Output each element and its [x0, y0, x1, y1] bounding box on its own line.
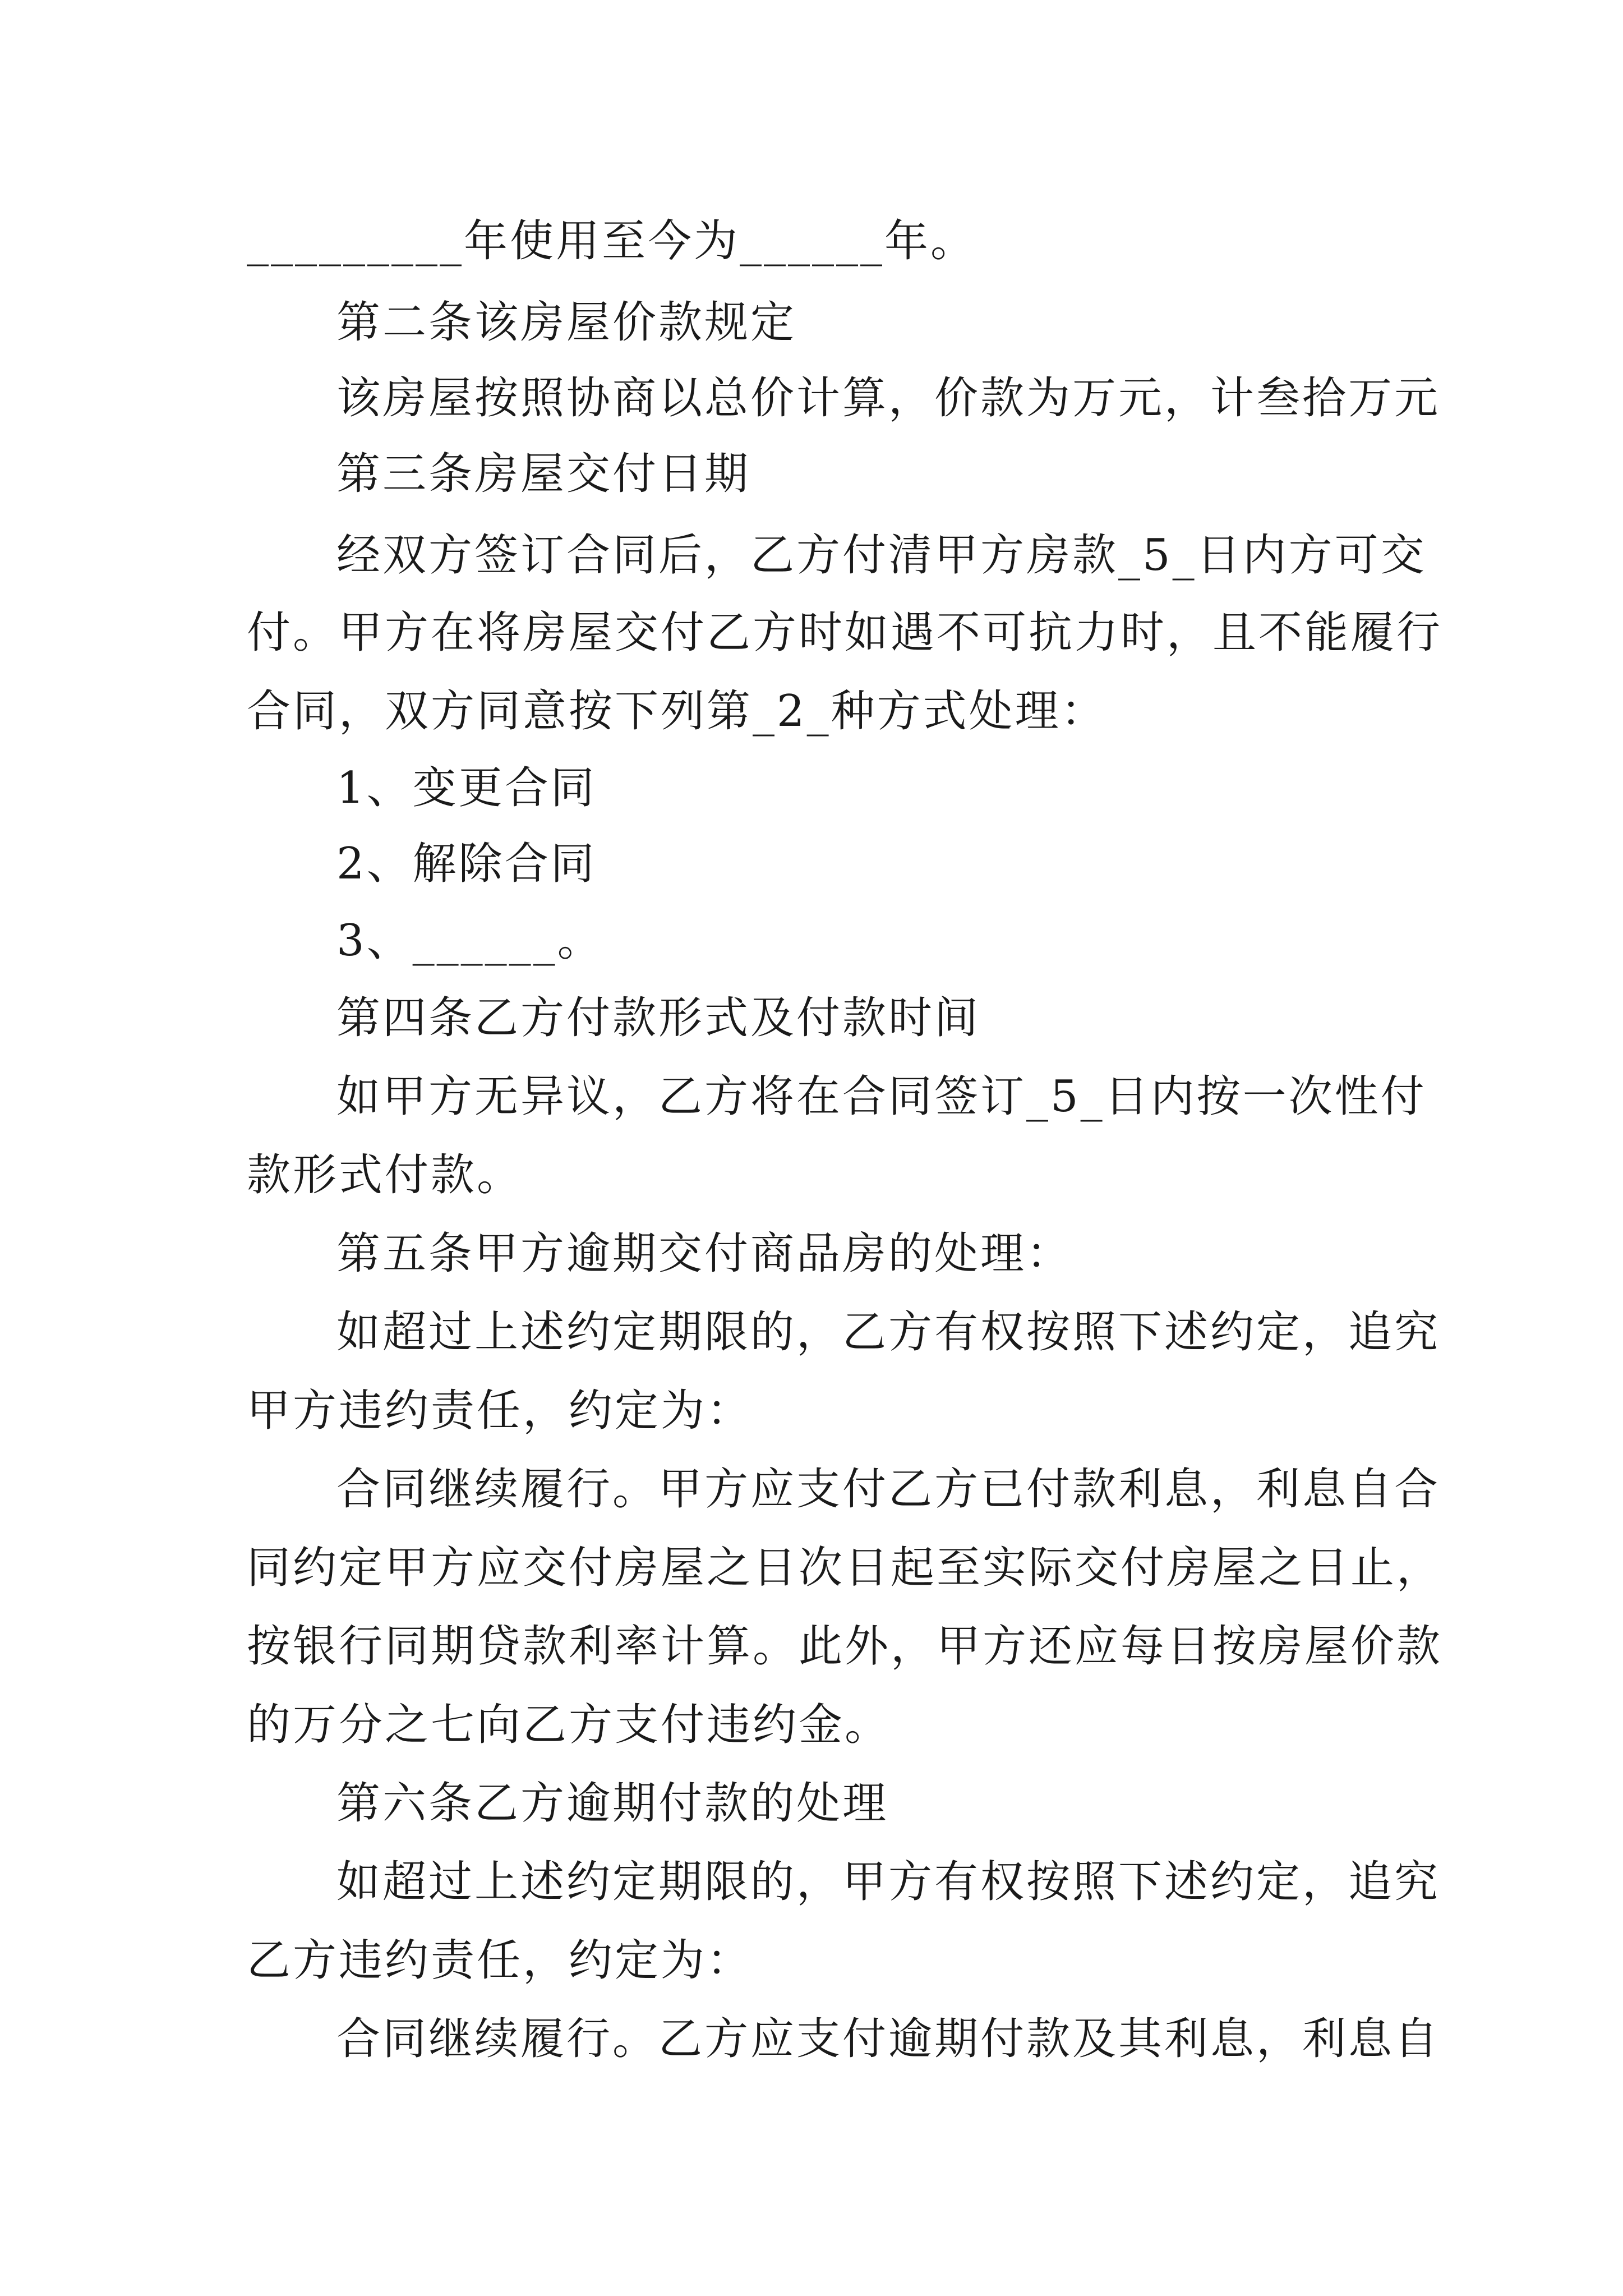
text-line: 2、解除合同: [336, 839, 597, 889]
text-line: 合同，双方同意按下列第_2_种方式处理：: [247, 686, 1107, 737]
text-line: 3、______。: [336, 915, 603, 966]
text-line: 如超过上述约定期限的，甲方有权按照下述约定，追究: [336, 1857, 1441, 1907]
text-line: 付。甲方在将房屋交付乙方时如遇不可抗力时，且不能履行: [247, 608, 1443, 658]
text-line: 的万分之七向乙方支付违约金。: [247, 1700, 891, 1750]
text-line: 合同继续履行。甲方应支付乙方已付款利息，利息自合: [336, 1464, 1441, 1515]
text-line: _________年使用至今为______年。: [247, 216, 977, 266]
text-line: 同约定甲方应交付房屋之日次日起至实际交付房屋之日止，: [247, 1543, 1443, 1593]
text-line: 第五条甲方逾期交付商品房的处理：: [336, 1228, 1073, 1279]
text-line: 1、变更合同: [336, 763, 597, 813]
text-line: 按银行同期贷款利率计算。此外，甲方还应每日按房屋价款: [247, 1621, 1443, 1672]
text-line: 第二条该房屋价款规定: [336, 297, 797, 348]
text-line: 如超过上述约定期限的，乙方有权按照下述约定，追究: [336, 1307, 1441, 1358]
document-body: [247, 202, 1443, 2249]
text-line: 第四条乙方付款形式及付款时间: [336, 993, 981, 1043]
text-line: 款形式付款。: [247, 1150, 523, 1200]
text-line: 第六条乙方逾期付款的处理: [336, 1778, 889, 1829]
text-line: 乙方违约责任，约定为：: [247, 1935, 753, 1986]
text-line: 合同继续履行。乙方应支付逾期付款及其利息，利息自: [336, 2014, 1441, 2064]
text-line: 甲方违约责任，约定为：: [247, 1386, 753, 1436]
text-line: 该房屋按照协商以总价计算，价款为万元，计叁拾万元: [336, 373, 1441, 424]
text-line: 第三条房屋交付日期: [336, 449, 751, 499]
text-line: 如甲方无异议，乙方将在合同签订_5_日内按一次性付: [336, 1071, 1427, 1122]
text-line: 经双方签订合同后，乙方付清甲方房款_5_日内方可交: [336, 530, 1427, 581]
